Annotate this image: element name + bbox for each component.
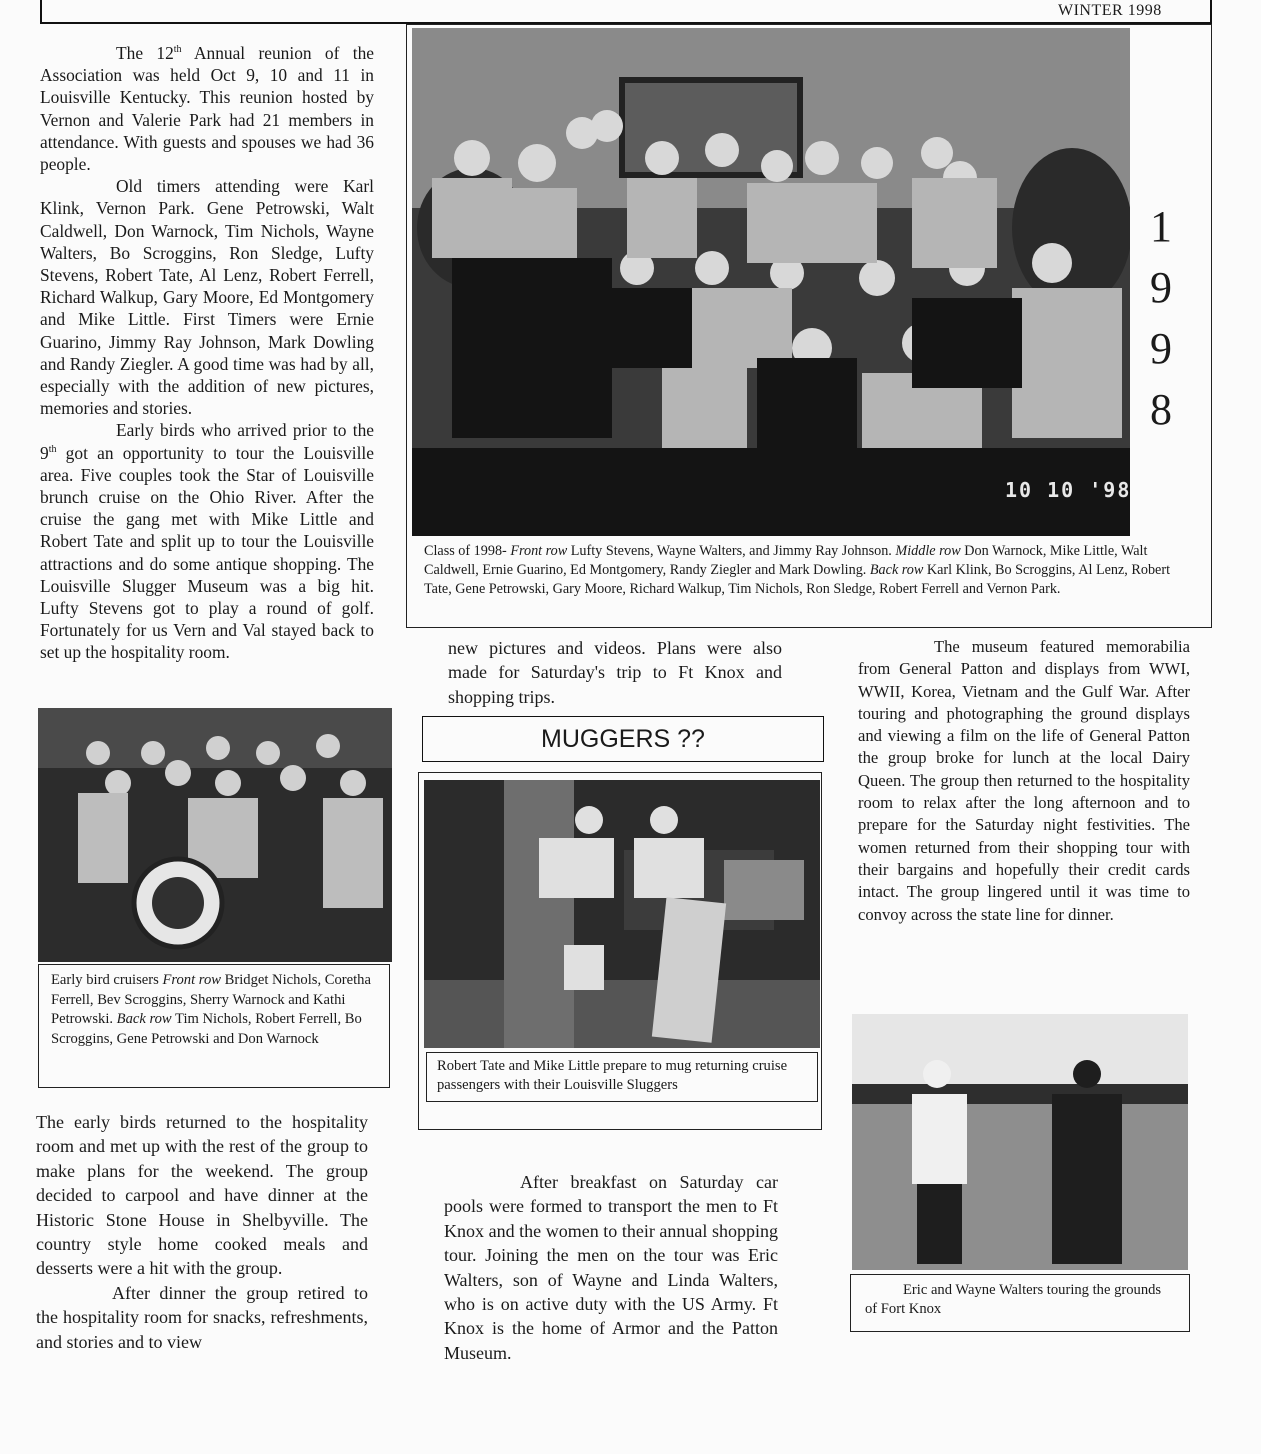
class-photo-caption: Class of 1998- Front row Lufty Stevens, Wayne Walters, and Jimmy Ray Johnson. Middle row Don Warnock, Mike Little, Walt Caldwell, Ernie Guarino, Ed Montgomery, Randy Ziegler and Mark Dowling. Back row Karl Klink, Bo Scroggins, Al Lenz, Robert Tate, Gene Petrowski, Gary Moore, Richard Walkup, Tim Nichols, Ron Sledge, Robert Ferrell and Vernon Park. [414,538,1190,620]
muggers-photo [424,780,820,1048]
fort-knox-caption: Eric and Wayne Walters touring the grounds of Fort Knox [850,1274,1190,1332]
early-bird-cruisers-photo [38,708,392,962]
paragraph-attendees: Old timers attending were Karl Klink, Vernon Park. Gene Petrowski, Walt Caldwell, Don Warnock, Tim Nichols, Wayne Walters, Bo Scroggins, Ron Sledge, Lufty Stevens, Robert Tate, Al Lenz, Robert Ferrell, Richard Walkup, Gary Moore, Ed Montgomery and Mike Little. First Timers were Ernie Guarino, Jimmy Ray Johnson, Mark Dowling and Randy Ziegler. A good time was had by all, especially with the addition of new pictures, memories and stories. [40,176,374,419]
left-column-text [40,42,374,664]
header-rule-right [1210,0,1212,24]
class-of-1998-photo [412,28,1130,536]
muggers-caption: Robert Tate and Mike Little prepare to mug returning cruise passengers with their Louisville Sluggers [426,1052,818,1102]
year-digit: 9 [1150,263,1172,312]
year-digit: 9 [1150,324,1172,373]
paragraph-early-birds-returned: The early birds returned to the hospitality room and met up with the rest of the group to make plans for the weekend. The group decided to carpool and have dinner at the Historic Stone House in Shelbyville. The country style home cooked meals and desserts were a hit with the group. [36,1112,368,1279]
right-column-text: The museum featured memorabilia from General Patton and displays from WWI, WWII, Korea, Vietnam and the Gulf War. After touring and photographing the ground displays and viewing a film on the life of General Patton the group broke for lunch at the local Dairy Queen. The group then returned to the hospitality room to relax after the long afternoon and to prepare for the Saturday night festivities. The women returned from their shopping tour with their bargains and hopefully their credit cards intact. The group lingered until it was time to convoy across the state line for dinner. [858,637,1190,924]
paragraph-early-birds: Early birds who arrived prior to the 9th got an opportunity to tour the Louisville area. Five couples took the Star of Louisville brunch cruise on the Ohio River. After the cruise the gang met with Mike Little and Robert Tate and split up to tour the Louisville attractions and do some antique shopping. The Louisville Slugger Museum was a big hit. Lufty Stevens got to play a round of golf. Fortunately for us Vern and Val stayed back to set up the hospitality room. [40,420,374,663]
early-bird-caption: Early bird cruisers Front row Bridget Nichols, Coretha Ferrell, Bev Scroggins, Sherry Warnock and Kathi Petrowski. Back row Tim Nichols, Robert Ferrell, Bo Scroggins, Gene Petrowski and Don Warnock [38,964,390,1088]
year-digit: 8 [1150,385,1172,434]
paragraph-after-dinner: After dinner the group retired to the hospitality room for snacks, refreshments, and stories and to view [36,1282,368,1352]
issue-label: WINTER 1998 [1058,2,1162,19]
left-lower-text [36,1110,368,1354]
paragraph-reunion: The 12th Annual reunion of the Association was held Oct 9, 10 and 11 in Louisville Kentucky. This reunion hosted by Vernon and Valerie Park had 21 members in attendance. With guests and spouses we had 36 people. [40,43,375,175]
middle-bottom-text: After breakfast on Saturday car pools were formed to transport the men to Ft Knox and the women to their annual shopping tour. Joining the men on the tour was Eric Walters, son of Wayne and Linda Walters, who is on active duty with the US Army. Ft Knox is the home of Armor and the Patton Museum. [444,1172,778,1363]
photo-date-stamp: 10 10 '98 [1005,478,1132,502]
year-digit: 1 [1150,202,1172,251]
muggers-heading: MUGGERS ?? [422,716,824,762]
header-rule-left [40,0,42,24]
fort-knox-photo [852,1014,1188,1270]
year-vertical [1136,196,1186,440]
middle-top-text: new pictures and videos. Plans were also made for Saturday's trip to Ft Knox and shopping trips. [448,638,782,707]
